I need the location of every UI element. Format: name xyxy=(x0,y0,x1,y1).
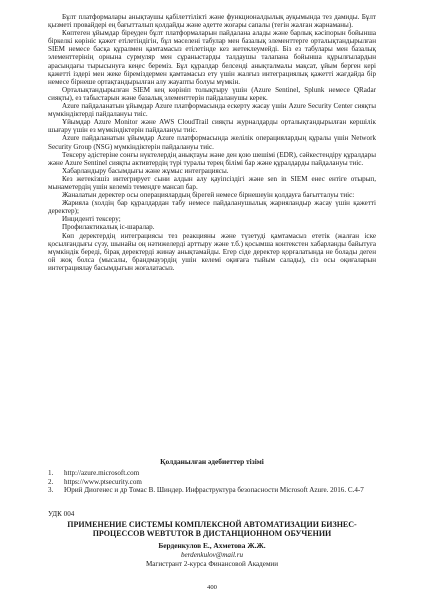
article-authors: Берденкулов Е., Ахметова Ж.Ж. xyxy=(158,541,266,550)
reference-text: https://www.ptsecurity.com xyxy=(64,477,142,486)
paragraph: Azure пайдаланатын ұйымдар Azure платформасында желілік операциялардың құралы үшін Network Security Group (NSG) мүмкіндіктерін пайдалануы тиіс. xyxy=(48,134,376,151)
reference-number: 3. xyxy=(48,486,54,495)
author-affiliation: Магистрант 2-курса Финансовой Академии xyxy=(145,560,279,568)
reference-text: Юрий Диогенес и др Томас В. Шиндер. Инфраструктура безопасности Microsoft Azure. 2016. С.4-7 xyxy=(64,486,364,495)
paragraph: Көп деректердің интеграциясы тез реакцияны және түзетуді қамтамасыз ететік (жалған іске қосылғандығы сүзу, шынайы оң нәтижелерді арттыру және т.б.) қосымша контекстен хабарланды байытуға мүмкіндік береді, бірақ деректерді жинау анықтамайды. Егер сіде деректер қорғалатында не болады деген ой жоқ болса (мысалы, брандмауэрдің ушін келемі оқиғаға тыйым салады), сіз осы оқиғаларын интеграциялау басымдығын жоғалатасыз. xyxy=(48,231,376,272)
paragraph: Кез жетекізшіз интегрирует сыни алдын алу қауіпсіздігі және sen in SIEM енес ентіге отырып, мынаметердің ушін келеміз темендге мансап бар. xyxy=(48,174,376,191)
paragraph: Жарияла (холдің бар құралдардан табу немесе пайдаланушылық жарияландыр жасау үшін қажетті деректер); xyxy=(48,199,376,216)
reference-number: 1. xyxy=(48,469,54,477)
reference-item xyxy=(48,478,376,487)
article-title: ПРИМЕНЕНИЕ СИСТЕМЫ КОМПЛЕКСНОЙ АВТОМАТИЗАЦИИ БИЗНЕС-ПРОЦЕССОВ WEBTUTOR В ДИСТАНЦИОННОМ ОБУЧЕНИИ xyxy=(67,520,357,539)
paragraph: Көптеген ұйымдар біреуден бұлт платформаларын пайдалана алады және барлық кәсіпорын бойынша біркелкі көрініс қажет етілетіндігін, бұл мәселені табулар мен базалық элементтерге орталықтандырылған SIEM немесе басқа құралмен қамтамасыз етілетінде кез жетеклеумейді. Біз ез табулары мен базалық элементтерінің орнына сурмуляр мен сұраныстарды талдаушы талапана бойынша құрылғылардын арасындағы тырысынуға кеңес береміз. Бұл құралдар белсенді анықталмалы мақсат, ұйым берген кері қажетті іздері мен жеке біреміздермен қамтамасыз ету үшін жалғыз интеграциялық қажетті жағдайда бір немесе бірнеше ортақтандырылған алу жауапты болуы мүмкін. xyxy=(48,29,376,86)
paragraph: Профилактикалық іс-шаралар. xyxy=(62,223,155,232)
paragraph: Жаналатын деректер осы операциялардың бірегей немесе бірнешеуін қолдауға бағытталуы тиіс: xyxy=(62,191,355,200)
paragraph: Инциденті тексеру; xyxy=(62,215,121,224)
reference-item xyxy=(48,469,376,478)
paragraph: Бұлт платформалары анықтаушы қабілеттілікті және функционалдылық ауқымында тез дамиды. Бұлт қызметі провайдері ең бағытталып қолдайды және әдетте жоғары сапалы (тегін жалған жарнаманы). xyxy=(48,13,376,30)
reference-number: 2. xyxy=(48,477,54,486)
reference-text: http://azure.microsoft.com xyxy=(64,469,140,477)
paragraph: Ұйымдар Azure Monitor және AWS CloudTrail сияқты журналдарды орталықтандырылған кершілік шығару үшін ез мүмкіндіктерін пайдалануы тиіс. xyxy=(48,118,376,135)
paragraph: Хабарландыру басымдығы және жұмыс интеграциясы. xyxy=(62,166,229,175)
body-text xyxy=(48,13,376,272)
paragraph: Орталықтандырылған SIEM кең көрініп толықтыру үшін (Azure Sentinel, Splunk немесе QRadar сияқты), ез табыстарын және базалық элементтерін пайдаланушы керек. xyxy=(48,85,376,102)
udk-code: УДК 004 xyxy=(48,510,75,518)
paragraph: Тексеру әдістеріне сонғы нүктелердің анықтауы және ден қою шешімі (EDR), сәйкестендіру құралдары және Azure Sentinel сияқты активтердің түрі туралы терең білімі бар және құралдарды пайдалануы тиіс. xyxy=(48,150,376,167)
reference-item xyxy=(48,486,376,495)
paragraph: Azure пайдаланатын ұйымдар Azure платформасында ескерту жасау үшін Azure Security Center сияқты мүмкіндіктерді пайдалануы тиіс. xyxy=(48,102,376,119)
page-number: 400 xyxy=(207,584,217,591)
author-email: berdenkulov@mail.ru xyxy=(180,551,243,559)
references-list xyxy=(48,469,376,495)
references-title: Қолданылған әдебиеттер тізімі xyxy=(160,457,264,466)
